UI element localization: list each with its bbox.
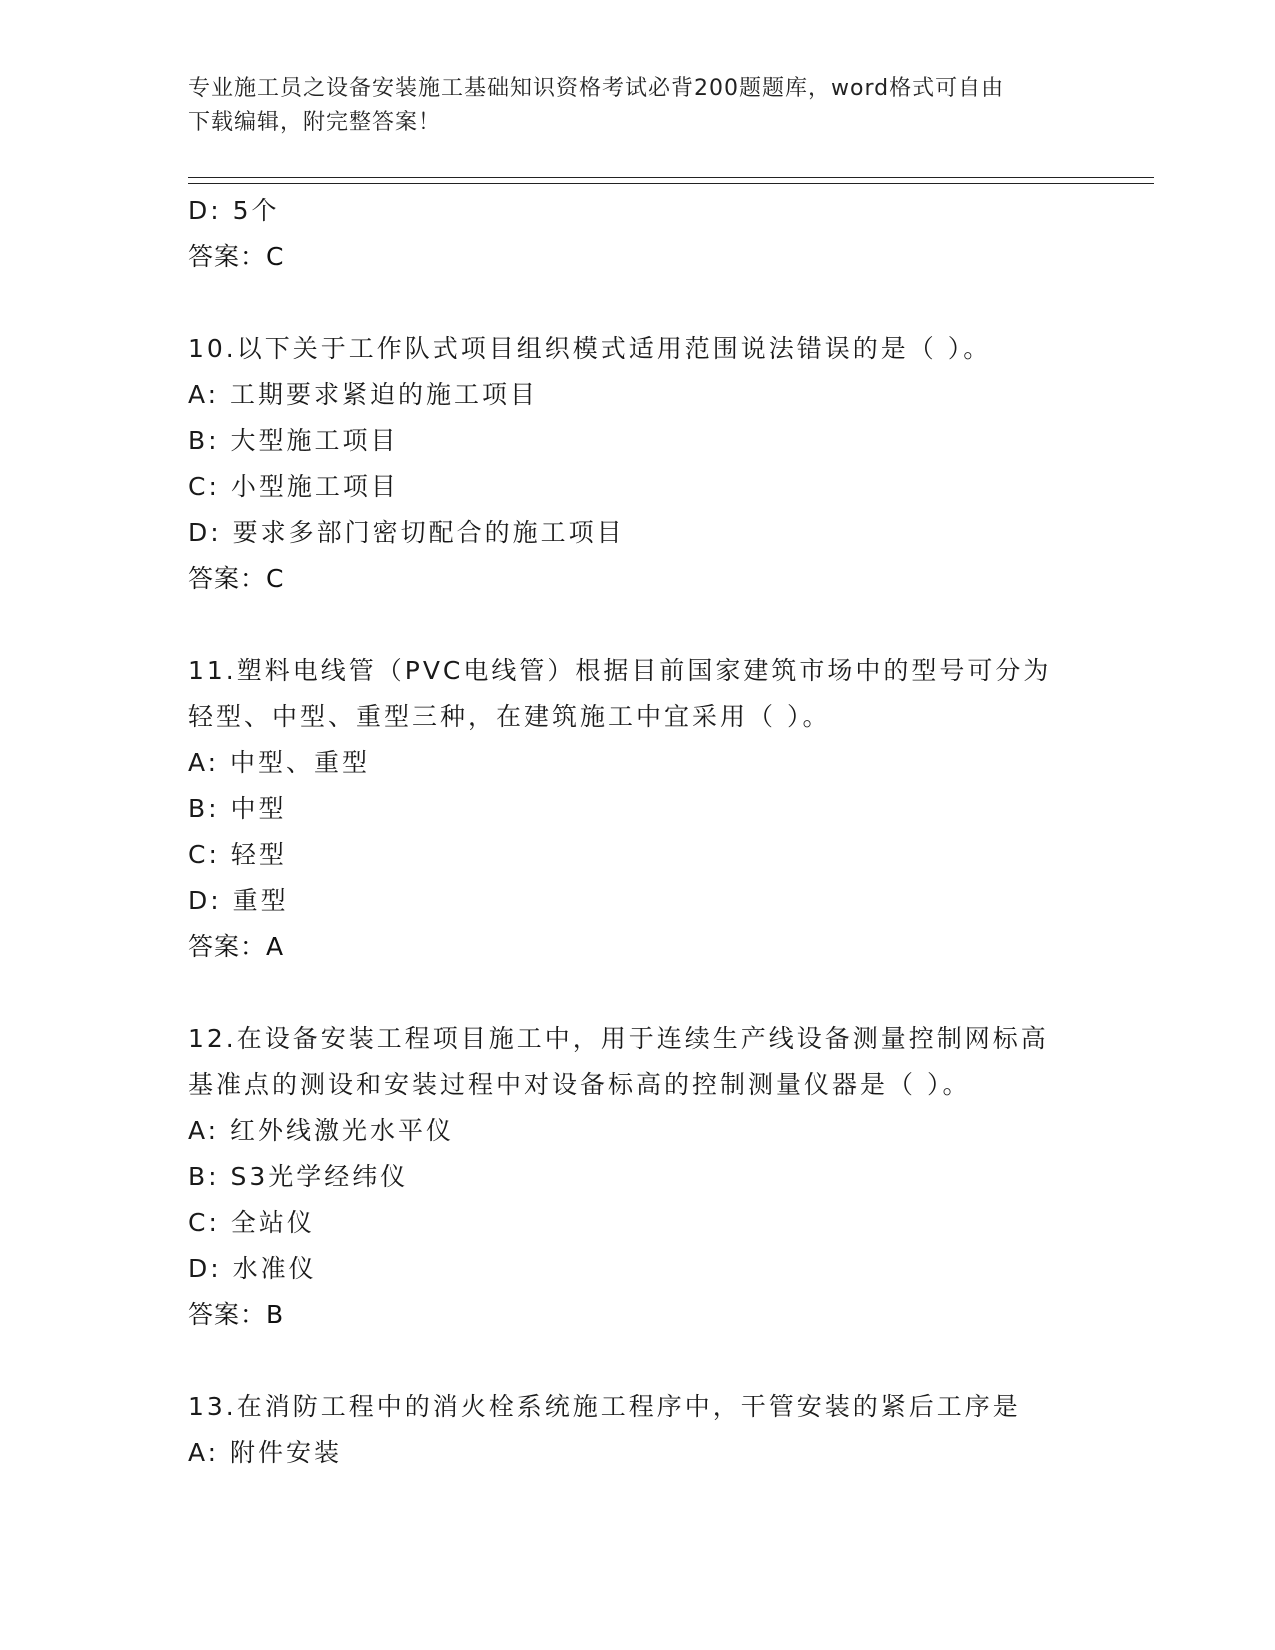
question-11-answer: 答案：A — [188, 932, 285, 961]
question-10-option-d: D: 要求多部门密切配合的施工项目 — [188, 518, 625, 547]
question-11-stem-line-1: 11.塑料电线管（PVC电线管）根据目前国家建筑市场中的型号可分为 — [188, 656, 1052, 685]
spacer — [188, 280, 1088, 326]
question-12-answer: 答案：B — [188, 1300, 285, 1329]
question-10-option-c: C: 小型施工项目 — [188, 472, 399, 501]
spacer — [188, 1338, 1088, 1384]
question-10-option-b: B: 大型施工项目 — [188, 426, 399, 455]
question-13-option-a: A: 附件安装 — [188, 1438, 343, 1467]
header-line-1: 专业施工员之设备安装施工基础知识资格考试必背200题题库，word格式可自由 — [188, 76, 1005, 101]
spacer — [188, 970, 1088, 1016]
spacer — [188, 602, 1088, 648]
question-11-option-a: A: 中型、重型 — [188, 748, 371, 777]
question-11-option-c: C: 轻型 — [188, 840, 287, 869]
question-10-stem: 10.以下关于工作队式项目组织模式适用范围说法错误的是（ ）。 — [188, 334, 992, 363]
prev-option-d: D: 5个 — [188, 196, 280, 225]
question-12-stem-line-2: 基准点的测设和安装过程中对设备标高的控制测量仪器是（ ）。 — [188, 1070, 971, 1099]
question-12-option-c: C: 全站仪 — [188, 1208, 315, 1237]
question-13-stem: 13.在消防工程中的消火栓系统施工程序中，干管安装的紧后工序是 — [188, 1392, 1021, 1421]
header-rule-top — [188, 177, 1154, 178]
prev-answer: 答案：C — [188, 242, 285, 271]
question-12-stem-line-1: 12.在设备安装工程项目施工中，用于连续生产线设备测量控制网标高 — [188, 1024, 1049, 1053]
header-line-2: 下载编辑，附完整答案！ — [188, 110, 442, 135]
question-12-option-b: B: S3光学经纬仪 — [188, 1162, 409, 1191]
document-header — [188, 72, 1088, 140]
question-11-option-d: D: 重型 — [188, 886, 289, 915]
question-10-answer: 答案：C — [188, 564, 285, 593]
question-11-stem-line-2: 轻型、中型、重型三种，在建筑施工中宜采用（ ）。 — [188, 702, 831, 731]
question-10-option-a: A: 工期要求紧迫的施工项目 — [188, 380, 539, 409]
question-content — [188, 188, 1088, 1476]
header-rule-bottom — [188, 183, 1154, 184]
question-12-option-a: A: 红外线激光水平仪 — [188, 1116, 455, 1145]
question-11-option-b: B: 中型 — [188, 794, 287, 823]
question-12-option-d: D: 水准仪 — [188, 1254, 317, 1283]
